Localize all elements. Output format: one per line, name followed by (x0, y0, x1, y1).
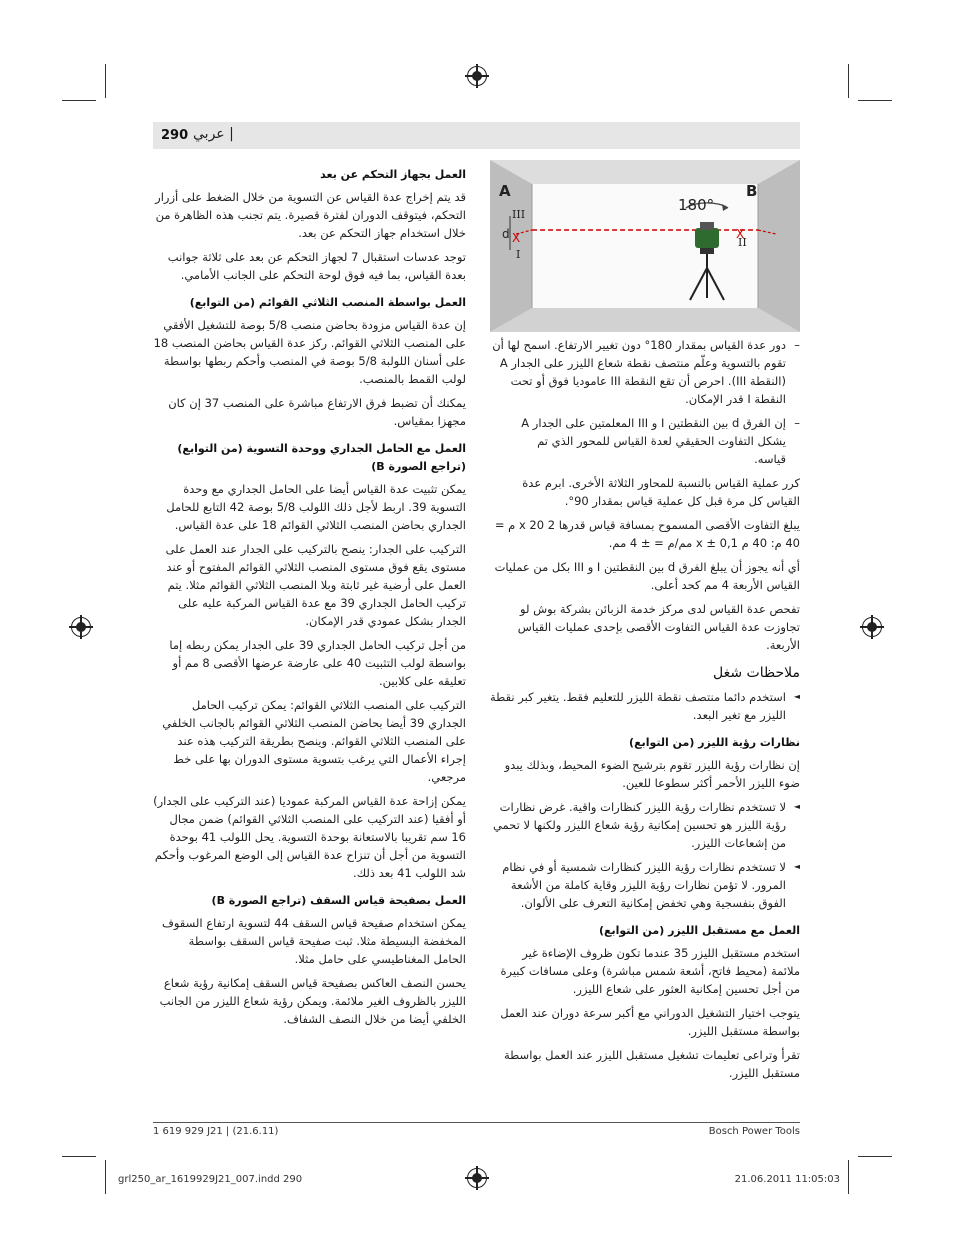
leveling-diagram (490, 160, 800, 332)
paragraph: يمكن تثبيت عدة القياس أيضا على الحامل الجداري مع وحدة التسوية 39. اربط لأجل ذلك اللولب 5/8 بوصة 42 التابع للحامل الجداري بحاضن المنصب الثلاثي القوائم 18 على عدة القياس. (166, 482, 466, 532)
point-i-label: I (516, 248, 521, 261)
file-slug: grl250_ar_1619929J21_007.indd 290 (118, 1174, 303, 1185)
heading-wall-mount: العمل مع الحامل الجداري ووحدة التسوية (من التوابع) (تراجع الصورة B) (177, 442, 466, 473)
registration-mark-right (862, 617, 882, 637)
footer-rule (153, 1122, 800, 1123)
document-code: 1 619 929 J21 | (21.6.11) (153, 1126, 279, 1137)
list-item: – إن الفرق d بين النقطتين I و III المعلمتين على الجدار A يشكل التفاوت الحقيقي لعدة القياس للمحور الذي تم قياسه. (518, 414, 800, 468)
point-ii-label: II (738, 236, 747, 249)
heading-work-notes: ملاحظات شغل (713, 665, 800, 681)
heading-tripod: العمل بواسطة المنصب الثلاثي القوائم (من التوابع) (189, 296, 466, 309)
paragraph: يمكنك أن تضبط فرق الارتفاع مباشرة على المنصب 37 إن كان مجهزا بمقياس. (168, 396, 466, 428)
bullet-item: ◄ استخدم دائما منتصف نقطة الليزر للتعليم فقط. يتغير كبر نقطة الليزر مع تغير البعد. (490, 688, 800, 724)
svg-text:X: X (512, 231, 521, 245)
paragraph: استخدم مستقبل الليزر 35 عندما تكون ظروف الإضاءة غير ملائمة (محيط فاتح، أشعة شمس مباشرة) وعلى مسافات كبيرة من أجل تحسين إمكانية العثور على شعاع الليزر. (500, 946, 800, 996)
language-label: عربي | (193, 126, 234, 142)
paragraph: يمكن إزاحة عدة القياس المركبة عموديا (عند التركيب على الجدار) أو أفقيا (عند التركيب على المنصب الثلاثي القوائم) ضمن مجال 16 سم تقريبا بالاستعانة بوحدة التسوية. يحل اللولب 41 بوحدة التسوية من أجل أن تنزاح عدة القياس إلى الوضع المرغوب وأحكم شد اللولب 41 بعد ذلك. (153, 794, 466, 880)
wall-a-label: A (499, 182, 511, 200)
paragraph: إن نظارات رؤية الليزر تقوم بترشيح الضوء المحيط، وبذلك يبدو ضوء الليزر الأحمر أكثر سطوعا للعين. (504, 758, 800, 790)
wall-b-label: B (746, 182, 758, 200)
paragraph: قد يتم إخراج عدة القياس عن التسوية من خلال الضغط على أزرار التحكم، فيتوقف الدوران لفترة قصيرة. يتم تجنب هذه الظاهرة من خلال استخدام جهاز التحكم عن بعد. (155, 190, 466, 240)
paragraph: توجد عدسات استقبال 7 لجهاز التحكم عن بعد على ثلاثة جوانب بعدة القياس، بما فيه فوق لوحة التحكم على الجانب الأمامي. (167, 250, 466, 282)
paragraph: كرر عملية القياس بالنسبة للمحاور الثلاثة الأخرى. ابرم عدة القياس كل مرة قبل كل عملية قياس بمقدار 90°. (522, 476, 800, 508)
registration-mark-bottom (467, 1168, 487, 1188)
registration-mark-top (467, 66, 487, 86)
point-iii-label: III (512, 208, 526, 221)
paragraph: تفحص عدة القياس لدى مركز خدمة الزبائن بشركة بوش لو تجاوزت عدة القياس التفاوت الأقصى بإحدى عمليات القياس الأربعة. (517, 602, 800, 652)
paragraph: تقرأ وتراعى تعليمات تشغيل مستقبل الليزر عند العمل بواسطة مستقبل الليزر. (503, 1048, 800, 1080)
heading-laser-glasses: نظارات رؤية الليزر (من التوابع) (629, 736, 800, 749)
brand-footer: Bosch Power Tools (708, 1126, 800, 1137)
page-header (153, 122, 800, 149)
list-item: – دور عدة القياس بمقدار 180° دون تغيير الارتفاع. اسمح لها أن تقوم بالتسوية وعلّم منتصف نقطة شعاع الليزر على الجدار A (النقطة III). احرص أن تقع النقطة III عاموديا فوق أو تحت النقطة I قدر الإمكان. (490, 336, 800, 408)
paragraph: يمكن استخدام صفيحة قياس السقف 44 لتسوية ارتفاع السقوف المخفضة البسيطة مثلا. ثبت صفيحة قياس السقف بواسطة الحامل المغناطيسي على حامل مثلا. (161, 916, 466, 966)
page-number: 290 (161, 128, 189, 143)
rotation-angle-label: 180° (678, 196, 715, 214)
paragraph: يبلغ التفاوت الأقصى المسموح بمسافة قياس قدرها 2 x 20 م = 40 م: 40 م x ± 0,1 مم/م = ± 4 مم. (494, 518, 800, 550)
paragraph: يتوجب اختيار التشغيل الدوراني مع أكبر سرعة دوران عند العمل بواسطة مستقبل الليزر. (500, 1006, 800, 1038)
heading-remote-control: العمل بجهاز التحكم عن بعد (320, 168, 466, 181)
paragraph: من أجل تركيب الحامل الجداري 39 على الجدار يمكن ربطه إما بواسطة لولب التثبيت 40 على عارضة عرضها الأقصى 8 مم أو تعليقه على كلابين. (169, 638, 466, 688)
left-column (490, 336, 800, 1088)
bullet-item: ◄ لا تستخدم نظارات رؤية الليزر كنظارات شمسية أو في نظام المرور. لا تؤمن نظارات رؤية الليزر وقاية كاملة من الأشعة الفوق بنفسجية وهي تخفض إمكانية التعرف على الألوان. (490, 858, 800, 912)
right-column (153, 156, 466, 1034)
heading-laser-receiver: العمل مع مستقبل الليزر (من التوابع) (598, 924, 800, 937)
heading-ceiling-target: العمل بصفيحة قياس السقف (تراجع الصورة B) (211, 894, 466, 907)
paragraph: التركيب على المنصب الثلاثي القوائم: يمكن تركيب الحامل الجداري 39 أيضا بحاضن المنصب الثلاثي القوائم بالجانب الخلفي على المنصب الثلاثي القوائم. وينصح بطريقة التركيب هذه عند إجراء الأعمال التي يرغب بتسوية مستوى الدوران بها على خط مرجعي. (162, 698, 466, 784)
paragraph: يحسن النصف العاكس بصفيحة قياس السقف إمكانية رؤية شعاع الليزر بالظروف الغير ملائمة. ويمكن رؤية شعاع الليزر من الجانب الخلفي أيضا من خلال النصف الشفاف. (159, 976, 466, 1026)
print-timestamp: 21.06.2011 11:05:03 (734, 1174, 840, 1185)
registration-mark-left (71, 617, 91, 637)
paragraph: التركيب على الجدار: ينصح بالتركيب على الجدار عند العمل على مستوى يقع فوق مستوى المنصب الثلاثي القوائم المفتوح أو عند العمل على أرضية غير ثابتة وبلا المنصب الثلاثي القوائم مثلا. يتم تركيب الحامل الجداري 39 مع عدة القياس المركبة عليه على الجدار بشكل عمودي قدر الإمكان. (165, 542, 466, 628)
paragraph: أي أنه يجوز أن يبلغ الفرق d بين النقطتين I و III بكل من عمليات القياس الأربعة 4 مم كحد أعلى. (494, 560, 800, 592)
bullet-item: ◄ لا تستخدم نظارات رؤية الليزر كنظارات واقية. غرض نظارات رؤية الليزر هو تحسين إمكانية رؤية شعاع الليزر ولكنها لا تحمي من إشعاعات الليزر. (490, 798, 800, 852)
difference-d-label: d (502, 227, 510, 241)
svg-text:X: X (736, 227, 745, 241)
paragraph: إن عدة القياس مزودة بحاضن منصب 5/8 بوصة للتشغيل الأفقي على المنصب الثلاثي القوائم. ركز عدة القياس بحاضن المنصب 18 على أسنان اللولبة 5/8 بوصة في المنصب وأحكم ربطها بواسطة لولب القمط بالمنصب. (153, 318, 466, 386)
